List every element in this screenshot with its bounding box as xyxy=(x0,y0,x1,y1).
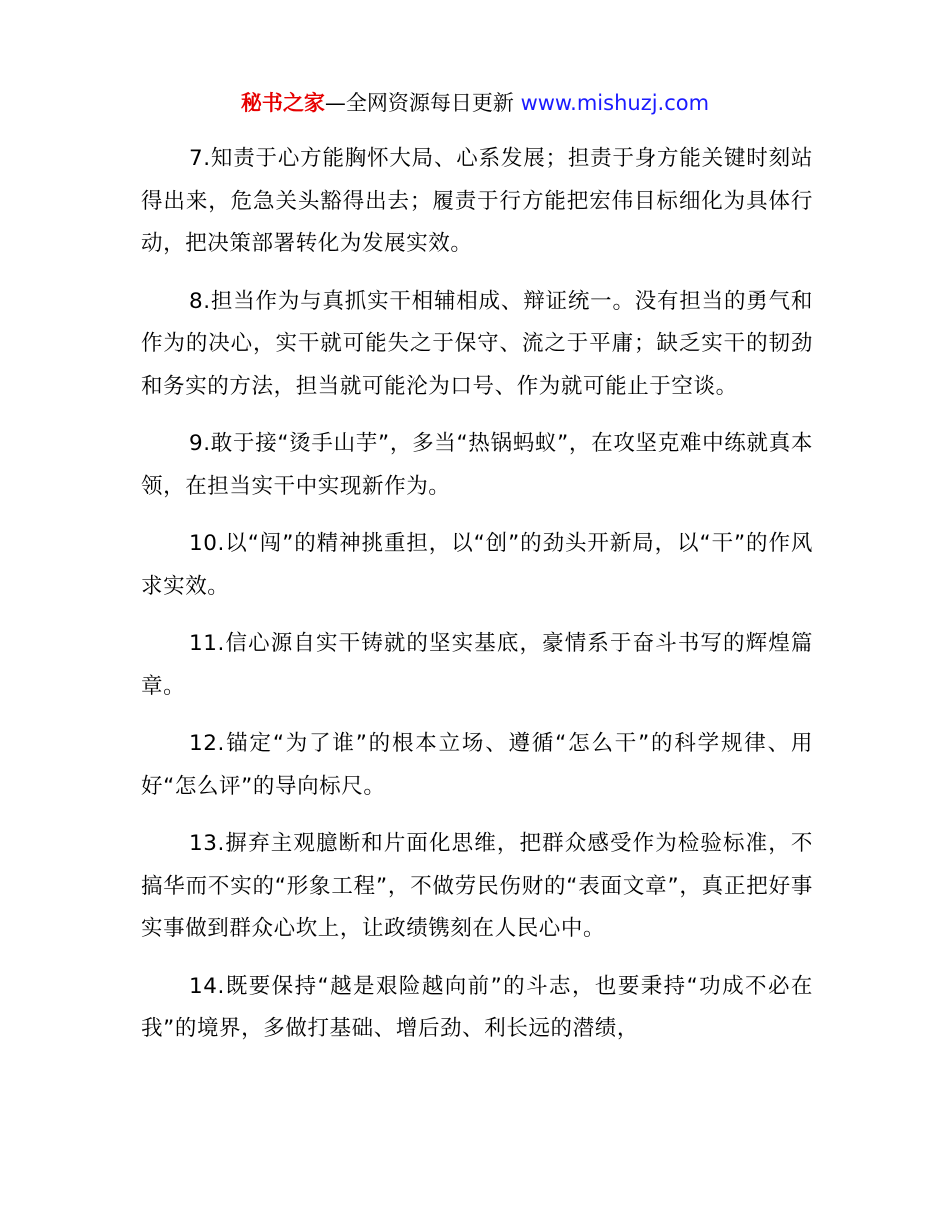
paragraph-8: 8.担当作为与真抓实干相辅相成、辩证统一。没有担当的勇气和作为的决心，实干就可能失之于保守、流之于平庸；缺乏实干的韧劲和务实的方法，担当就可能沦为口号、作为就可能止于空谈。 xyxy=(141,288,813,399)
paragraph-7: 7.知责于心方能胸怀大局、心系发展；担责于身方能关键时刻站得出来，危急关头豁得出去；履责于行方能把宏伟目标细化为具体行动，把决策部署转化为发展实效。 xyxy=(141,146,813,256)
page-header xyxy=(0,86,950,120)
paragraph-11: 11.信心源自实干铸就的坚实基底，豪情系于奋斗书写的辉煌篇章。 xyxy=(141,631,813,699)
document-body xyxy=(141,138,813,1066)
paragraph-9: 9.敢于接“烫手山芋”，多当“热锅蚂蚁”，在攻坚克难中练就真本领，在担当实干中实现新作为。 xyxy=(141,431,813,499)
paragraph-14: 14.既要保持“越是艰险越向前”的斗志，也要秉持“功成不必在我”的境界，多做打基础、增后劲、利长远的潜绩， xyxy=(141,973,813,1041)
paragraph-13: 13.摒弃主观臆断和片面化思维，把群众感受作为检验标准，不搞华而不实的“形象工程”，不做劳民伤财的“表面文章”，真正把好事实事做到群众心坎上，让政绩镌刻在人民心中。 xyxy=(141,831,813,941)
header-tagline: —全网资源每日更新 xyxy=(324,91,521,115)
paragraph-12: 12.锚定“为了谁”的根本立场、遵循“怎么干”的科学规律、用好“怎么评”的导向标尺。 xyxy=(141,731,813,799)
site-url-link[interactable]: www.mishuzj.com xyxy=(520,91,710,115)
brand-name: 秘书之家 xyxy=(240,91,325,115)
paragraph-10: 10.以“闯”的精神挑重担，以“创”的劲头开新局，以“干”的作风求实效。 xyxy=(141,531,813,599)
